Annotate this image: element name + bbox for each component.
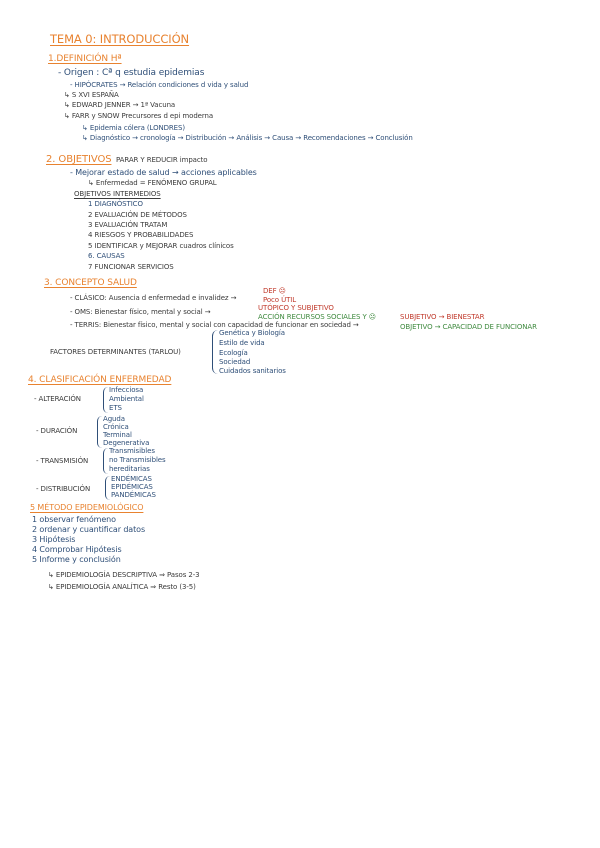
distribucion-brace (105, 476, 110, 500)
enfermedad-line: ↳ Enfermedad = FENÓMENO GRUPAL (88, 179, 217, 187)
transmision-item: Transmisibles (109, 447, 155, 455)
alteracion-item: ETS (109, 404, 122, 412)
transmision-label: - TRANSMISIÓN (36, 457, 89, 465)
objetivo-item: 6. CAUSAS (88, 252, 125, 260)
section-2-note: PARAR Y REDUCIR impacto (116, 156, 208, 164)
factores-brace (212, 330, 218, 374)
oms-note-b: ACCIÓN RECURSOS SOCIALES Y ☹ (258, 313, 376, 321)
objetivo-item: 1 DIAGNÓSTICO (88, 200, 143, 208)
factor-item: Sociedad (219, 358, 251, 366)
duracion-label: - DURACIÓN (36, 427, 78, 435)
factores-label: FACTORES DETERMINANTES (TARLOU) (50, 348, 181, 356)
oms-line: - OMS: Bienestar físico, mental y social → (70, 308, 211, 316)
section-2-heading: 2. OBJETIVOS (46, 154, 112, 165)
objetivos-intermedios: OBJETIVOS INTERMEDIOS (74, 190, 161, 198)
factor-item: Cuidados sanitarios (219, 367, 286, 375)
transmision-item: no Transmisibles (109, 456, 166, 464)
objetivo-item: 4 RIESGOS Y PROBABILIDADES (88, 231, 194, 239)
metodo-step: 1 observar fenómeno (32, 515, 116, 524)
objetivo-item: 3 EVALUACIÓN TRATAM (88, 221, 168, 229)
terris-line: - TERRIS: Bienestar físico, mental y social con capacidad de funcionar en sociedad → (70, 321, 359, 329)
clasico-note-b: Poco ÚTIL (263, 296, 297, 304)
factor-item: Estilo de vida (219, 339, 265, 347)
distribucion-item: EPIDÉMICAS (111, 483, 153, 491)
clasico-line: - CLÁSICO: Ausencia d enfermedad e invalidez → (70, 294, 237, 302)
diagnostico-line: ↳ Diagnóstico → cronología → Distribución → Análisis → Causa → Recomendaciones → Conclusión (82, 134, 413, 142)
colera-line: ↳ Epidemia cólera (LONDRES) (82, 124, 185, 132)
metodo-step: 4 Comprobar Hipótesis (32, 545, 122, 554)
origen-line: - Origen : Cª q estudia epidemias (58, 68, 205, 78)
transmision-item: hereditarias (109, 465, 150, 473)
factor-item: Genética y Biología (219, 329, 285, 337)
objetivo-item: 7 FUNCIONAR SERVICIOS (88, 263, 174, 271)
duracion-item: Terminal (103, 431, 132, 439)
duracion-item: Crónica (103, 423, 129, 431)
duracion-item: Aguda (103, 415, 125, 423)
alteracion-item: Infecciosa (109, 386, 144, 394)
objetivo-item: 5 IDENTIFICAR y MEJORAR cuadros clínicos (88, 242, 234, 250)
factor-item: Ecología (219, 349, 248, 357)
transmision-brace (103, 448, 108, 474)
clasico-note-a: DEF ☹ (263, 287, 286, 295)
epidemiologia-descriptiva: ↳ EPIDEMIOLOGÍA DESCRIPTIVA ⇒ Pasos 2-3 (48, 571, 200, 579)
section-4-heading: 4. CLASIFICACIÓN ENFERMEDAD (28, 375, 172, 385)
duracion-item: Degenerativa (103, 439, 150, 447)
page-title: TEMA 0: INTRODUCCIÓN (50, 32, 190, 46)
terris-note-b: OBJETIVO → CAPACIDAD DE FUNCIONAR (400, 323, 537, 331)
s16-line: ↳ S XVI ESPAÑA (64, 91, 119, 99)
duracion-brace (97, 416, 102, 448)
alteracion-brace (103, 387, 108, 413)
mejorar-line: - Mejorar estado de salud → acciones aplicables (70, 168, 257, 177)
section-3-heading: 3. CONCEPTO SALUD (44, 278, 137, 288)
distribucion-item: PANDÉMICAS (111, 491, 156, 499)
section-1-heading: 1.DEFINICIÓN Hª (48, 54, 122, 64)
distribucion-item: ENDÉMICAS (111, 475, 152, 483)
alteracion-label: - ALTERACIÓN (34, 395, 81, 403)
metodo-step: 5 Informe y conclusión (32, 555, 121, 564)
section-5-heading: 5 MÉTODO EPIDEMIOLÓGICO (30, 503, 144, 512)
terris-note-a: SUBJETIVO → BIENESTAR (400, 313, 485, 321)
alteracion-item: Ambiental (109, 395, 144, 403)
distribucion-label: - DISTRIBUCIÓN (36, 485, 91, 493)
jenner-line: ↳ EDWARD JENNER → 1ª Vacuna (64, 101, 176, 109)
objetivo-item: 2 EVALUACIÓN DE MÉTODOS (88, 211, 187, 219)
farr-line: ↳ FARR y SNOW Precursores d epi moderna (64, 112, 214, 120)
oms-note-a: UTÓPICO Y SUBJETIVO (258, 304, 334, 312)
epidemiologia-analitica: ↳ EPIDEMIOLOGÍA ANALÍTICA ⇒ Resto (3-5) (48, 583, 196, 591)
hipocrates-line: - HIPÓCRATES → Relación condiciones d vida y salud (70, 81, 249, 89)
metodo-step: 3 Hipótesis (32, 535, 76, 544)
metodo-step: 2 ordenar y cuantificar datos (32, 525, 146, 534)
